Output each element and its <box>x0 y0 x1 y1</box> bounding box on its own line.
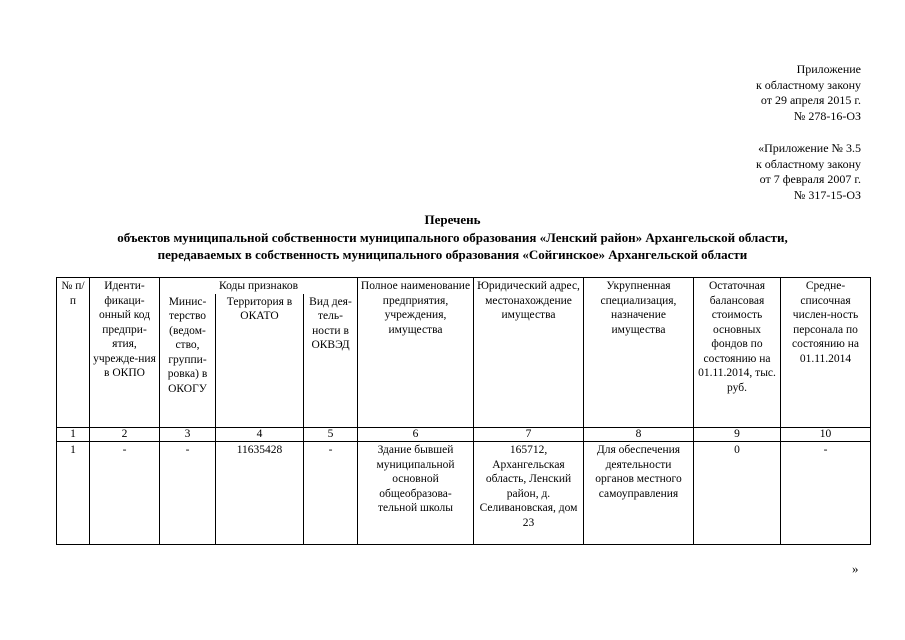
column-number: 5 <box>304 428 358 442</box>
column-number: 7 <box>474 428 584 442</box>
cell-number: 1 <box>57 442 90 545</box>
cell-specialization: Для обеспечения деятельности органов местного самоуправления <box>584 442 694 545</box>
column-number: 2 <box>90 428 160 442</box>
appendix-line: Приложение <box>796 62 861 76</box>
header-staff-count: Средне-списочная числен-ность персонала по состоянию на 01.11.2014 <box>781 278 871 428</box>
column-number: 1 <box>57 428 90 442</box>
column-number: 8 <box>584 428 694 442</box>
property-list-table <box>56 277 871 545</box>
column-number: 4 <box>216 428 304 442</box>
header-specialization: Укрупненная специализация, назначение имущества <box>584 278 694 428</box>
cell-okved: - <box>304 442 358 545</box>
header-codes-group: Коды признаков <box>160 278 358 294</box>
document-title: Перечень <box>424 212 481 227</box>
header-address: Юридический адрес, местонахождение имущества <box>474 278 584 428</box>
header-okogu: Минис-терство (ведом-ство, группи-ровка) в ОКОГУ <box>160 294 216 428</box>
column-number: 3 <box>160 428 216 442</box>
appendix-line: к областному закону <box>755 156 861 171</box>
column-number: 9 <box>694 428 781 442</box>
header-okved: Вид дея-тель-ности в ОКВЭД <box>304 294 358 428</box>
cell-address: 165712, Архангельская область, Ленский район, д. Селивановская, дом 23 <box>474 442 584 545</box>
cell-full-name: Здание бывшей муниципальной основной общеобразова-тельной школы <box>358 442 474 545</box>
header-okpo-code: Иденти-фикаци-онный код предпри-ятия, учрежде-ния в ОКПО <box>90 278 160 428</box>
appendix-current-law <box>690 62 861 124</box>
cell-okato: 11635428 <box>216 442 304 545</box>
document-subtitle-line1: объектов муниципальной собственности муниципального образования «Ленский район» Архангельской области, <box>117 230 788 245</box>
header-balance-value: Остаточная балансовая стоимость основных фондов по состоянию на 01.11.2014, тыс. руб. <box>694 278 781 428</box>
cell-okpo-code: - <box>90 442 160 545</box>
appendix-line: от 29 апреля 2015 г. <box>760 93 861 107</box>
cell-balance-value: 0 <box>694 442 781 545</box>
column-number-row <box>57 428 871 442</box>
column-number: 10 <box>781 428 871 442</box>
cell-staff-count: - <box>781 442 871 545</box>
table-row <box>57 442 871 545</box>
appendix-line: к областному закону <box>755 77 861 92</box>
appendix-line: № 317-15-ОЗ <box>793 187 861 202</box>
table-header-row <box>57 278 871 294</box>
appendix-amended-law <box>690 141 861 203</box>
cell-okogu: - <box>160 442 216 545</box>
document-subtitle-line2: передаваемых в собственность муниципального образования «Сойгинское» Архангельской области <box>157 247 748 262</box>
appendix-line: «Приложение № 3.5 <box>758 141 861 155</box>
header-full-name: Полное наименование предприятия, учреждения, имущества <box>358 278 474 428</box>
appendix-line: от 7 февраля 2007 г. <box>759 172 861 186</box>
header-okato: Территория в ОКАТО <box>216 294 304 428</box>
header-number: № п/п <box>57 278 90 428</box>
appendix-line: № 278-16-ОЗ <box>793 108 861 123</box>
column-number: 6 <box>358 428 474 442</box>
closing-quote: » <box>852 561 859 576</box>
